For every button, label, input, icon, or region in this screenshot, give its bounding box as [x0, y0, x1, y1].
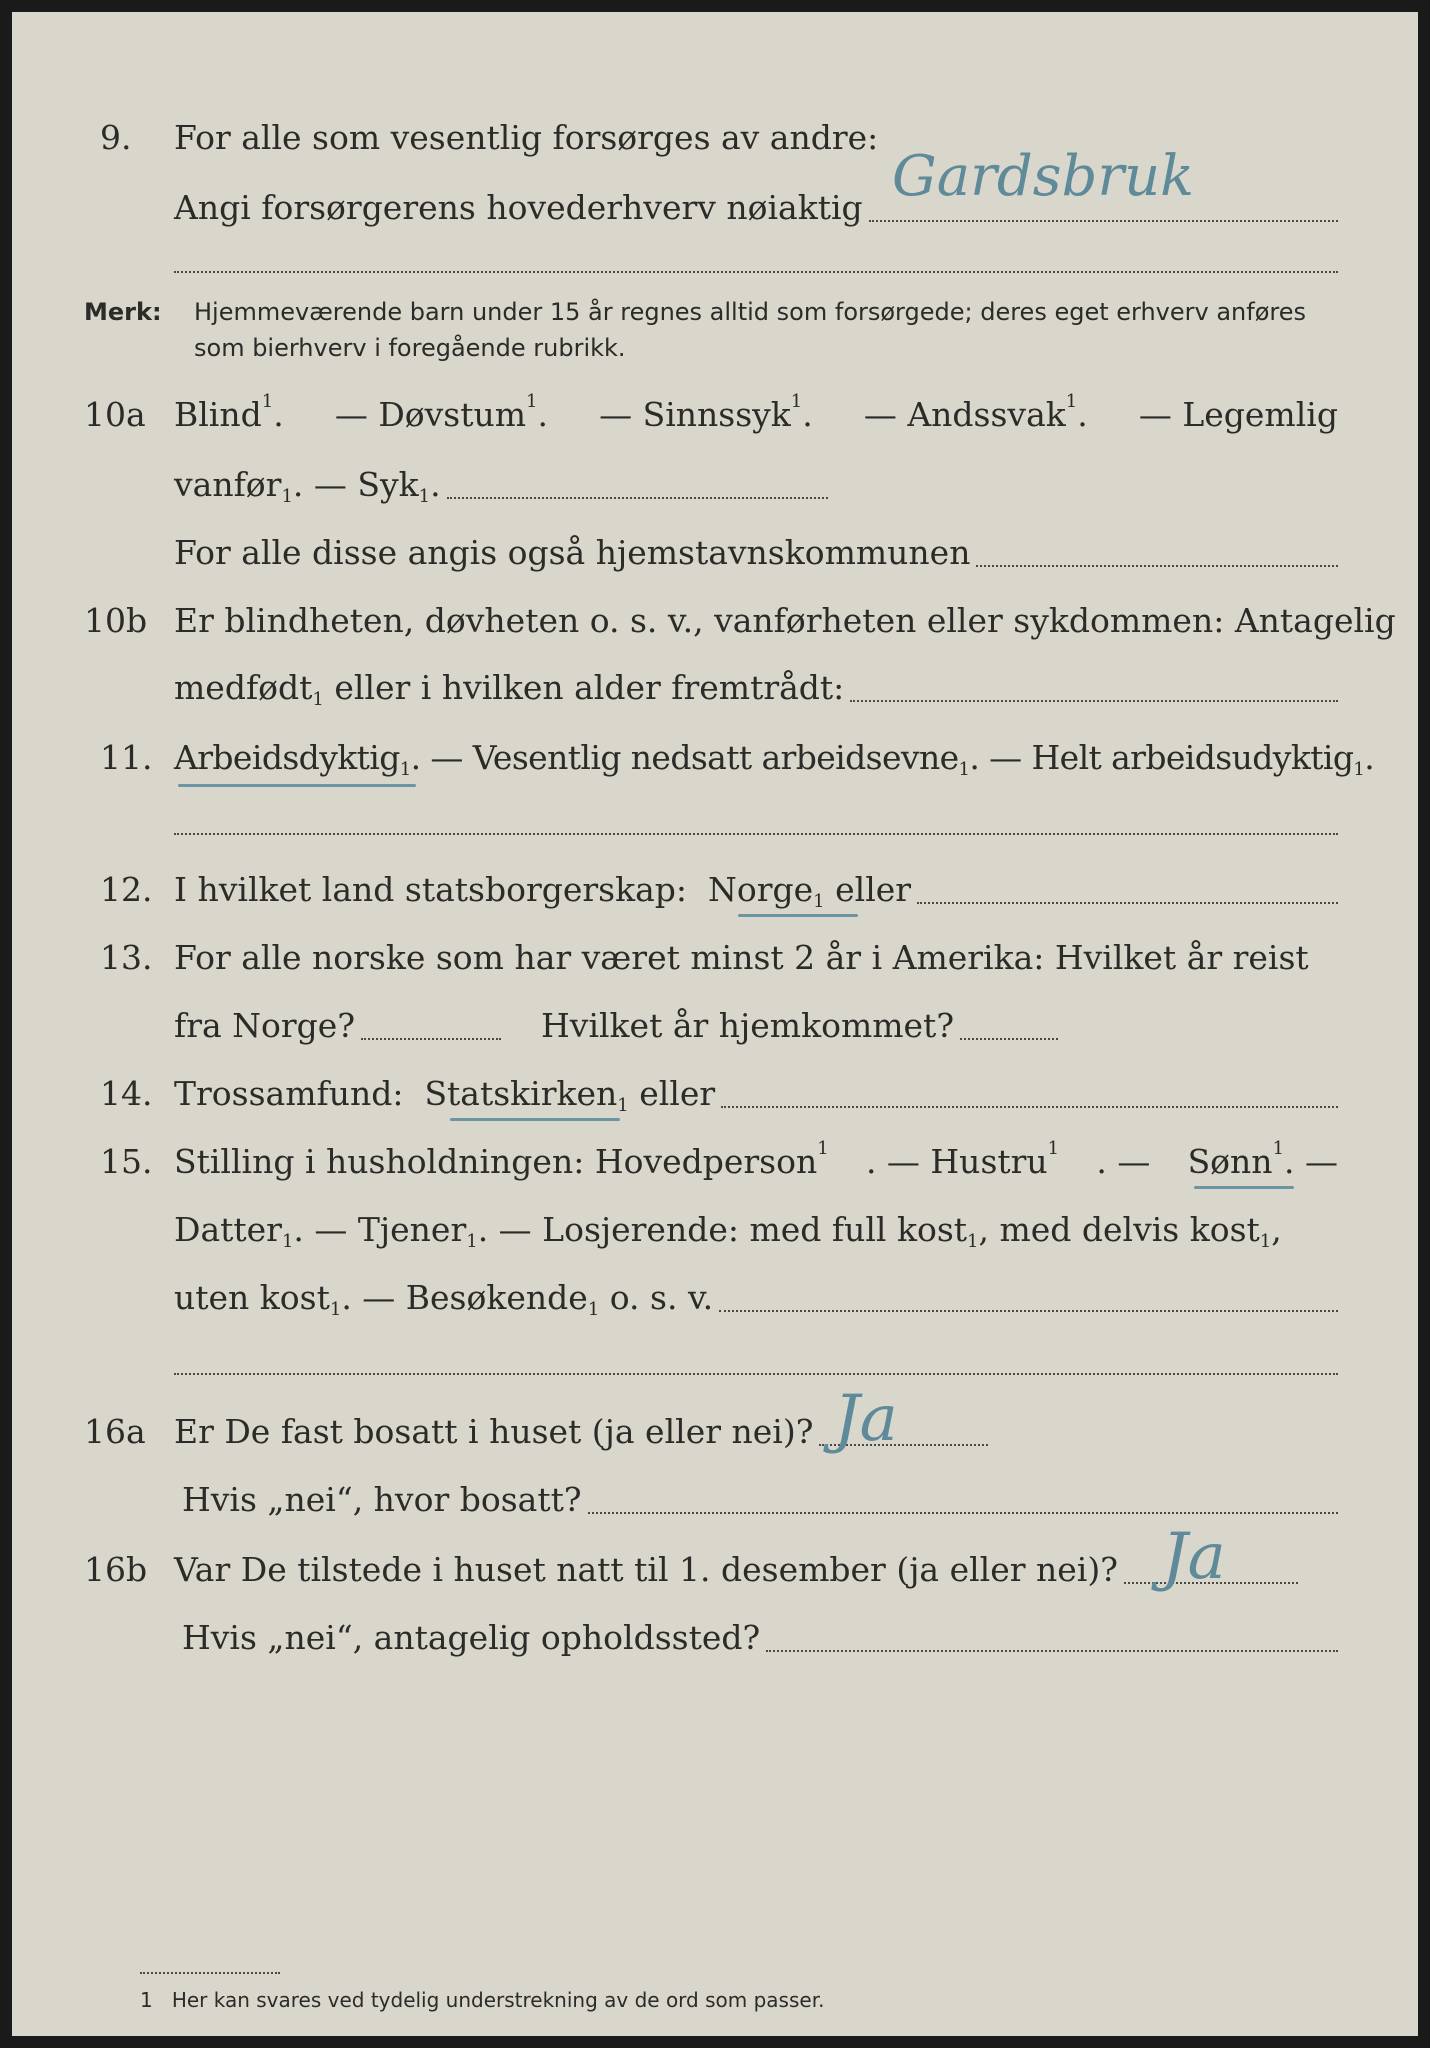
bosatt-line[interactable]: [588, 1511, 1338, 1514]
q15-row3: uten kost $^1$ . — Besøkende $^1$ o. s. v.: [12, 1270, 1418, 1326]
q10b-row2: medfødt $^1$ eller i hvilken alder fremtrådt:: [12, 660, 1418, 716]
stilling-line[interactable]: [719, 1309, 1338, 1312]
q10a-row3: [12, 525, 1418, 581]
footnote-rule: [140, 1972, 280, 1974]
q16a-number: 16a: [84, 1412, 146, 1451]
q16b-line2: Hvis „nei“, antagelig opholdssted?: [182, 1618, 761, 1657]
option-nedsatt[interactable]: . — Vesentlig nedsatt arbeidsevne: [410, 738, 959, 777]
option-full-kost[interactable]: . — Losjerende: med full kost: [477, 1210, 968, 1249]
footnote: [140, 1988, 824, 2012]
q10a-syk-line[interactable]: [447, 496, 828, 499]
q12-text: I hvilket land statsborgerskap:: [174, 870, 688, 909]
q14-text: Trossamfund:: [174, 1074, 404, 1113]
q10b-line2b: eller i hvilken alder fremtrådt:: [334, 668, 845, 707]
merk-note: [84, 294, 1338, 374]
option-blind[interactable]: Blind: [174, 395, 262, 434]
q10b-row: [12, 593, 1418, 649]
underline-arbeidsdyktig: [178, 784, 416, 787]
q10a-row: 10a Blind$^1$. — Døvstum$^1$. — Sinnssyk$^1$. — Andssvak$^1$. — Legemlig: [12, 387, 1418, 443]
q9-answer-line[interactable]: [869, 219, 1338, 222]
separator: [174, 270, 1338, 273]
option-syk[interactable]: — Syk: [313, 465, 419, 504]
q9-row2: [12, 144, 1418, 236]
option-dovstum[interactable]: — Døvstum: [334, 395, 527, 434]
q16b-row: [12, 1520, 1418, 1598]
option-statskirken[interactable]: Statskirken: [424, 1074, 618, 1113]
census-form: [12, 12, 1418, 2036]
hjemstavn-line[interactable]: [976, 564, 1338, 567]
q9-number: 9.: [100, 118, 132, 157]
option-sinnssyk[interactable]: — Sinnssyk: [599, 395, 791, 434]
q16b-number: 16b: [84, 1550, 148, 1589]
q14-row: 14. Trossamfund: Statskirken $^1$ eller: [12, 1066, 1418, 1122]
underline-statskirken: [450, 1118, 620, 1121]
q15-row2: Datter $^1$ . — Tjener $^1$ . — Losjerende: med full kost $^1$ , med delvis kost $^1$ ,: [12, 1202, 1418, 1258]
q15-number: 15.: [100, 1142, 153, 1181]
q13-number: 13.: [100, 938, 153, 977]
option-hustru[interactable]: . — Hustru: [865, 1142, 1048, 1181]
option-legemlig[interactable]: — Legemlig: [1138, 395, 1338, 434]
trossamfund-line[interactable]: [721, 1105, 1338, 1108]
q9-line2: Angi forsørgerens hovederhverv nøiaktig: [174, 188, 863, 227]
q16b-line1: Var De tilstede i huset natt til 1. desember (ja eller nei)?: [174, 1550, 1118, 1589]
option-datter[interactable]: Datter: [174, 1210, 282, 1249]
option-norge[interactable]: Norge: [708, 870, 814, 909]
option-udyktig[interactable]: . — Helt arbeidsudyktig: [969, 738, 1354, 777]
q16b-row2: [12, 1610, 1418, 1666]
option-uten-kost[interactable]: uten kost: [174, 1278, 330, 1317]
alder-line[interactable]: [850, 699, 1338, 702]
q13-row2: [12, 998, 1418, 1054]
q9-row: [12, 110, 1418, 166]
q10a-row2: vanfør $^1$ . — Syk $^1$ .: [12, 457, 1418, 513]
footnote-mark: 1: [140, 1988, 153, 2012]
footnote-text: Her kan svares ved tydelig understrekning av de ord som passer.: [171, 1988, 825, 2012]
q16a-line2: Hvis „nei“, hvor bosatt?: [182, 1480, 582, 1519]
q16a-line1: Er De fast bosatt i huset (ja eller nei)?: [174, 1412, 814, 1451]
option-vanfor[interactable]: vanfør: [174, 465, 282, 504]
q15-row: 15. Stilling i husholdningen: Hovedperson$^1$ . — Hustru$^1$ . — Sønn$^1$. —: [12, 1134, 1418, 1190]
q10b-line1: Er blindheten, døvheten o. s. v., vanførheten eller sykdommen: Antagelig: [174, 601, 1396, 640]
option-tjener[interactable]: . — Tjener: [293, 1210, 467, 1249]
separator: [174, 1372, 1338, 1375]
q13-line1: For alle norske som har været minst 2 år i Amerika: Hvilket år reist: [174, 938, 1309, 977]
underline-sonn: [1194, 1186, 1294, 1189]
separator: [174, 832, 1338, 835]
q13-row: [12, 930, 1418, 986]
underline-norge: [738, 914, 858, 917]
option-andssvak[interactable]: — Andssvak: [863, 395, 1066, 434]
option-medfodt[interactable]: medfødt: [174, 668, 313, 707]
q13-hjemkommet: Hvilket år hjemkommet?: [541, 1006, 955, 1045]
option-arbeidsdyktig[interactable]: Arbeidsdyktig: [174, 738, 400, 777]
q12-eller: eller: [835, 870, 912, 909]
q14-number: 14.: [100, 1074, 153, 1113]
hjemkommet-year-line[interactable]: [960, 1037, 1058, 1040]
q10a-number: 10a: [84, 395, 146, 434]
option-hovedperson[interactable]: Stilling i husholdningen: Hovedperson: [174, 1142, 818, 1181]
opholdssted-line[interactable]: [766, 1649, 1338, 1652]
q10b-number: 10b: [84, 601, 148, 640]
q12-row: 12. I hvilket land statsborgerskap: Norge $^1$ eller: [12, 862, 1418, 918]
q11-number: 11.: [100, 738, 153, 777]
option-sonn[interactable]: Sønn: [1187, 1142, 1273, 1181]
q10a-line3: For alle disse angis også hjemstavnskommunen: [174, 533, 971, 572]
merk-text: Hjemmeværende barn under 15 år regnes alltid som forsørgede; deres eget erhverv anføres som bierhverv i foregående rubrikk.: [194, 298, 1307, 362]
reist-year-line[interactable]: [361, 1037, 501, 1040]
q16b-answer: Ja: [1162, 1520, 1226, 1594]
q9-answer: Gardsbruk: [892, 144, 1195, 209]
form-page: [12, 12, 1418, 2036]
q16a-row: [12, 1382, 1418, 1460]
q16a-answer: Ja: [834, 1382, 898, 1456]
option-delvis-kost[interactable]: , med delvis kost: [978, 1210, 1260, 1249]
statsborgerskap-line[interactable]: [917, 901, 1338, 904]
option-besokende[interactable]: . — Besøkende: [341, 1278, 588, 1317]
merk-label: Merk:: [84, 298, 162, 326]
q12-number: 12.: [100, 870, 153, 909]
q13-reist: fra Norge?: [174, 1006, 356, 1045]
q14-eller: eller: [639, 1074, 716, 1113]
q9-line1: For alle som vesentlig forsørges av andre:: [174, 118, 879, 157]
q11-row: 11. Arbeidsdyktig $^1$ . — Vesentlig nedsatt arbeidsevne $^1$ . — Helt arbeidsudyktig $^1$ .: [12, 730, 1418, 786]
